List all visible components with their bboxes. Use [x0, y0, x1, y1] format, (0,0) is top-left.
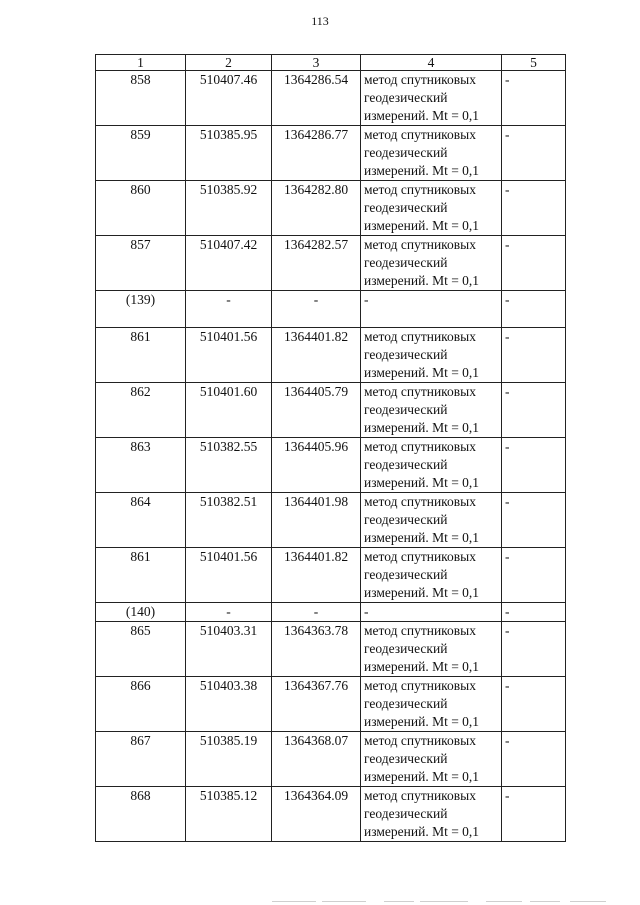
y-coordinate-cell: 1364401.98: [272, 493, 361, 548]
extra-cell: -: [502, 677, 566, 732]
point-number-cell: 857: [96, 236, 186, 291]
table-row: [96, 236, 566, 291]
y-coordinate-cell: -: [272, 603, 361, 622]
x-coordinate-cell: 510385.12: [186, 787, 272, 842]
point-number-cell: (140): [96, 603, 186, 622]
x-coordinate-cell: 510385.92: [186, 181, 272, 236]
table-header-row: [96, 55, 566, 71]
method-cell: метод спутниковых геодезический измерений. Mt = 0,1: [361, 548, 502, 603]
table-row: [96, 787, 566, 842]
point-number-cell: 859: [96, 126, 186, 181]
point-number-cell: 864: [96, 493, 186, 548]
x-coordinate-cell: 510403.31: [186, 622, 272, 677]
point-number-cell: 858: [96, 71, 186, 126]
point-number-cell: 866: [96, 677, 186, 732]
table-row: [96, 291, 566, 328]
y-coordinate-cell: -: [272, 291, 361, 328]
method-cell: метод спутниковых геодезический измерений. Mt = 0,1: [361, 328, 502, 383]
header-col-3: 3: [272, 55, 361, 71]
point-number-cell: 860: [96, 181, 186, 236]
y-coordinate-cell: 1364367.76: [272, 677, 361, 732]
extra-cell: -: [502, 236, 566, 291]
y-coordinate-cell: 1364364.09: [272, 787, 361, 842]
extra-cell: -: [502, 291, 566, 328]
x-coordinate-cell: -: [186, 291, 272, 328]
page-number: 113: [311, 14, 329, 28]
method-cell: метод спутниковых геодезический измерений. Mt = 0,1: [361, 181, 502, 236]
header-col-2: 2: [186, 55, 272, 71]
method-cell: метод спутниковых геодезический измерений. Mt = 0,1: [361, 493, 502, 548]
x-coordinate-cell: 510385.19: [186, 732, 272, 787]
y-coordinate-cell: 1364368.07: [272, 732, 361, 787]
x-coordinate-cell: 510385.95: [186, 126, 272, 181]
point-number-cell: 862: [96, 383, 186, 438]
method-cell: метод спутниковых геодезический измерений. Mt = 0,1: [361, 622, 502, 677]
point-number-cell: (139): [96, 291, 186, 328]
extra-cell: -: [502, 493, 566, 548]
table-row: [96, 622, 566, 677]
y-coordinate-cell: 1364363.78: [272, 622, 361, 677]
extra-cell: -: [502, 328, 566, 383]
point-number-cell: 868: [96, 787, 186, 842]
point-number-cell: 861: [96, 548, 186, 603]
table-row: [96, 677, 566, 732]
extra-cell: -: [502, 438, 566, 493]
extra-cell: -: [502, 181, 566, 236]
table-row: [96, 732, 566, 787]
table-body: [96, 71, 566, 842]
y-coordinate-cell: 1364405.79: [272, 383, 361, 438]
table-row: [96, 328, 566, 383]
method-cell: метод спутниковых геодезический измерений. Mt = 0,1: [361, 236, 502, 291]
table-row: [96, 548, 566, 603]
method-cell: -: [361, 291, 502, 328]
x-coordinate-cell: -: [186, 603, 272, 622]
extra-cell: -: [502, 548, 566, 603]
method-cell: метод спутниковых геодезический измерений. Mt = 0,1: [361, 732, 502, 787]
x-coordinate-cell: 510401.56: [186, 328, 272, 383]
extra-cell: -: [502, 71, 566, 126]
table-row: [96, 126, 566, 181]
method-cell: метод спутниковых геодезический измерений. Mt = 0,1: [361, 787, 502, 842]
x-coordinate-cell: 510401.56: [186, 548, 272, 603]
y-coordinate-cell: 1364286.77: [272, 126, 361, 181]
method-cell: -: [361, 603, 502, 622]
x-coordinate-cell: 510407.42: [186, 236, 272, 291]
table-row: [96, 181, 566, 236]
table-row: [96, 603, 566, 622]
footer-scan-marks: [0, 899, 640, 905]
method-cell: метод спутниковых геодезический измерений. Mt = 0,1: [361, 383, 502, 438]
extra-cell: -: [502, 603, 566, 622]
table-row: [96, 71, 566, 126]
y-coordinate-cell: 1364286.54: [272, 71, 361, 126]
method-cell: метод спутниковых геодезический измерений. Mt = 0,1: [361, 71, 502, 126]
table-row: [96, 438, 566, 493]
coordinates-table: [95, 54, 566, 842]
method-cell: метод спутниковых геодезический измерений. Mt = 0,1: [361, 438, 502, 493]
header-col-1: 1: [96, 55, 186, 71]
extra-cell: -: [502, 622, 566, 677]
point-number-cell: 861: [96, 328, 186, 383]
point-number-cell: 863: [96, 438, 186, 493]
x-coordinate-cell: 510382.55: [186, 438, 272, 493]
header-col-5: 5: [502, 55, 566, 71]
method-cell: метод спутниковых геодезический измерений. Mt = 0,1: [361, 677, 502, 732]
extra-cell: -: [502, 732, 566, 787]
point-number-cell: 867: [96, 732, 186, 787]
method-cell: метод спутниковых геодезический измерений. Mt = 0,1: [361, 126, 502, 181]
header-col-4: 4: [361, 55, 502, 71]
table-row: [96, 383, 566, 438]
extra-cell: -: [502, 787, 566, 842]
extra-cell: -: [502, 126, 566, 181]
table-row: [96, 493, 566, 548]
y-coordinate-cell: 1364282.80: [272, 181, 361, 236]
x-coordinate-cell: 510407.46: [186, 71, 272, 126]
y-coordinate-cell: 1364401.82: [272, 328, 361, 383]
x-coordinate-cell: 510403.38: [186, 677, 272, 732]
x-coordinate-cell: 510401.60: [186, 383, 272, 438]
point-number-cell: 865: [96, 622, 186, 677]
y-coordinate-cell: 1364401.82: [272, 548, 361, 603]
y-coordinate-cell: 1364405.96: [272, 438, 361, 493]
x-coordinate-cell: 510382.51: [186, 493, 272, 548]
y-coordinate-cell: 1364282.57: [272, 236, 361, 291]
extra-cell: -: [502, 383, 566, 438]
